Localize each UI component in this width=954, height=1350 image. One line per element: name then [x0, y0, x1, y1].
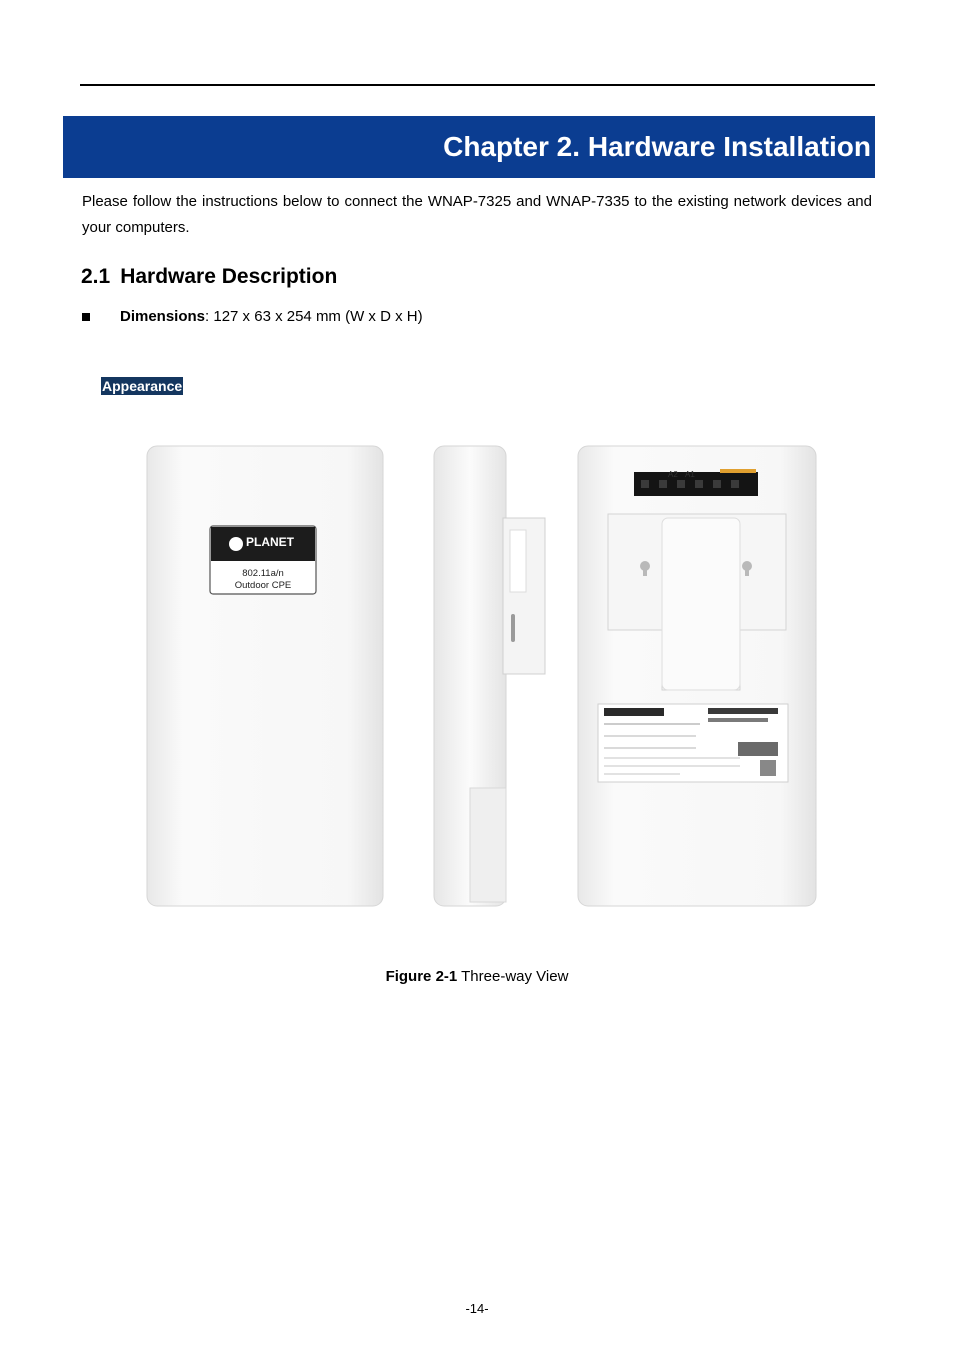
led-a1-label: A1 [685, 470, 695, 479]
side-view [434, 446, 545, 906]
back-view [578, 446, 816, 906]
figure-caption-text: Three-way View [457, 968, 569, 985]
section-heading [81, 265, 337, 289]
section-number: 2.1 [81, 265, 111, 288]
header-rule [80, 84, 875, 86]
led-a2-label: A2 [668, 470, 678, 479]
front-label-line2: Outdoor CPE [234, 580, 292, 591]
bullet-square-icon [82, 313, 90, 321]
page-number: -14- [465, 1301, 489, 1316]
three-way-view-figure [140, 440, 830, 915]
front-brand: PLANET [246, 535, 294, 549]
dimensions-value: : 127 x 63 x 254 mm (W x D x H) [205, 308, 423, 325]
figure-caption [0, 968, 954, 985]
front-view [147, 446, 383, 906]
dimensions-bullet [82, 308, 423, 325]
front-label-line1: 802.11a/n [242, 568, 284, 579]
section-title: Hardware Description [120, 265, 338, 288]
figure-caption-label: Figure 2-1 [385, 968, 458, 985]
dimensions-label: Dimensions [120, 308, 206, 325]
appearance-label: Appearance [102, 378, 183, 394]
chapter-title: Chapter 2. Hardware Installation [443, 131, 871, 162]
chapter-banner [63, 116, 875, 178]
intro-paragraph: Please follow the instructions below to connect the WNAP-7325 and WNAP-7335 to the existing network devices and your computers. [82, 193, 872, 236]
planet-logo-icon [229, 537, 243, 551]
